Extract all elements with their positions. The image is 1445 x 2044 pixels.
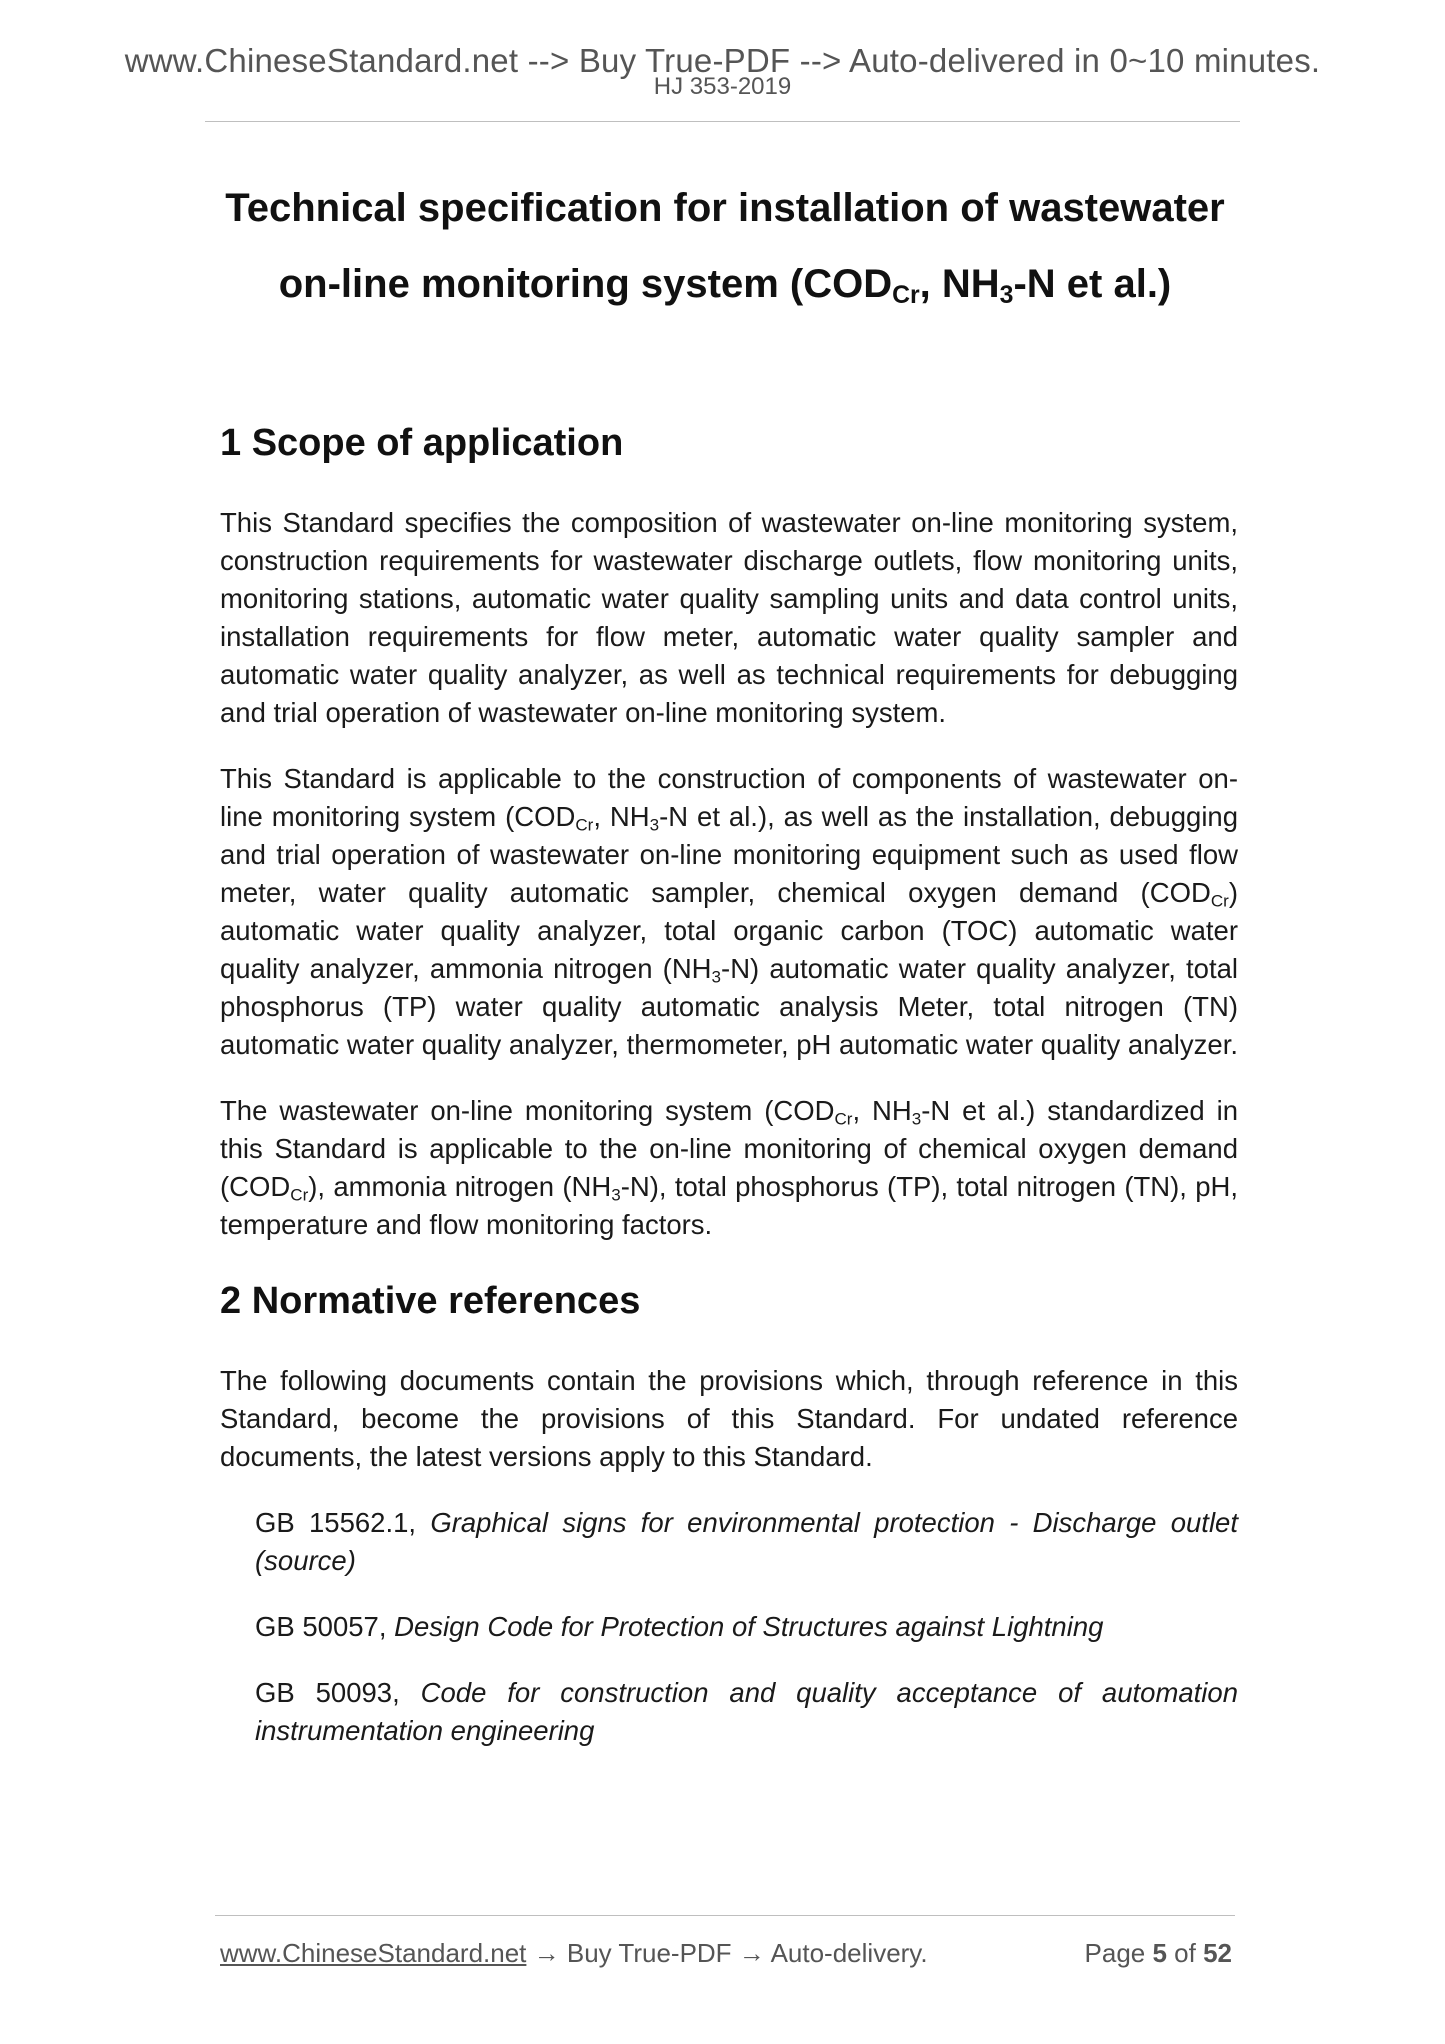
text-run: -N), total phosphorus (TP), total nitrogen (TN), pH, temperature and flow monitoring factors.	[220, 1171, 1239, 1240]
text-run: -N et al.) standardized in this Standard is applicable to the on-line monitoring of chemical oxygen demand (COD	[220, 1095, 1239, 1202]
page-content	[220, 420, 1238, 1778]
subscript: 3	[611, 1185, 621, 1205]
text-run: , NH	[593, 801, 650, 832]
header-divider	[205, 121, 1240, 122]
text-run: ) automatic water quality analyzer, total organic carbon (TOC) automatic water quality analyzer, ammonia nitrogen (NH	[220, 877, 1238, 984]
title-subscript: 3	[999, 282, 1014, 310]
subscript: 3	[911, 1109, 922, 1129]
text-run: ), ammonia nitrogen (NH	[308, 1171, 612, 1202]
section-2-heading: 2 Normative references	[220, 1280, 641, 1322]
reference-title: Design Code for Protection of Structures against Lightning	[394, 1611, 1104, 1642]
reference-code: GB 15562.1,	[255, 1507, 431, 1538]
reference-list	[220, 1504, 1238, 1750]
subscript: Cr	[575, 815, 594, 835]
text-run: This Standard is applicable to the construction of components of wastewater on-line monitoring system (COD	[220, 763, 1238, 832]
text-run: -N) automatic water quality analyzer, total phosphorus (TP) water quality automatic analysis Meter, total nitrogen (TN) automatic water quality analyzer, thermometer, pH automatic water quality analyzer.	[220, 953, 1238, 1060]
title-subscript: Cr	[892, 282, 920, 310]
text-run: -N et al.), as well as the installation, debugging and trial operation of wastewater on-line monitoring equipment such as used flow meter, water quality automatic sampler, chemical oxygen demand (COD	[220, 801, 1239, 908]
document-id: HJ 353-2019	[653, 73, 792, 100]
subscript: Cr	[1210, 891, 1229, 911]
reference-title: Code for construction and quality acceptance of automation instrumentation engineering	[255, 1677, 1238, 1746]
section-1-paragraph-3	[220, 1092, 1238, 1244]
page-label: Page	[1084, 1938, 1153, 1968]
current-page: 5	[1152, 1938, 1167, 1968]
subscript: 3	[711, 967, 722, 987]
total-pages: 52	[1203, 1938, 1232, 1968]
section-1-paragraph-2	[220, 760, 1238, 1064]
title-text: on-line monitoring system (COD	[278, 262, 893, 306]
footer-promo	[220, 1938, 928, 1969]
page-number	[1085, 1938, 1232, 1969]
footer-promo-text: → Buy True-PDF → Auto-delivery.	[526, 1938, 928, 1968]
subscript: Cr	[290, 1185, 309, 1205]
title-text: -N et al.)	[1013, 262, 1172, 306]
top-banner: www.ChineseStandard.net --> Buy True-PDF --> Auto-delivered in 0~10 minutes.	[124, 42, 1321, 79]
footer-divider	[215, 1915, 1235, 1916]
reference-item	[255, 1608, 1238, 1646]
section-2-intro: The following documents contain the provisions which, through reference in this Standard, become the provisions of this Standard. For undated reference documents, the latest versions apply to this Standard.	[220, 1365, 1238, 1472]
reference-code: GB 50093,	[255, 1677, 421, 1708]
reference-item	[255, 1504, 1238, 1580]
footer-link[interactable]: www.ChineseStandard.net	[220, 1938, 527, 1968]
title-line-2	[210, 246, 1240, 322]
subscript: Cr	[834, 1109, 853, 1129]
document-title	[210, 170, 1240, 322]
text-run: The wastewater on-line monitoring system (COD	[220, 1095, 835, 1126]
section-1-paragraph-1: This Standard specifies the composition of wastewater on-line monitoring system, construction requirements for wastewater discharge outlets, flow monitoring units, monitoring stations, automatic water quality sampling units and data control units, installation requirements for flow meter, automatic water quality sampler and automatic water quality analyzer, as well as technical requirements for debugging and trial operation of wastewater on-line monitoring system.	[220, 507, 1238, 728]
reference-item	[255, 1674, 1238, 1750]
title-line-1: Technical specification for installation of wastewater	[225, 186, 1225, 230]
reference-code: GB 50057,	[255, 1611, 395, 1642]
title-text: , NH	[919, 262, 1000, 306]
text-run: , NH	[852, 1095, 912, 1126]
reference-title: Graphical signs for environmental protection - Discharge outlet (source)	[255, 1507, 1238, 1576]
of-label: of	[1166, 1938, 1204, 1968]
subscript: 3	[649, 815, 660, 835]
section-1-heading: 1 Scope of application	[220, 422, 624, 464]
